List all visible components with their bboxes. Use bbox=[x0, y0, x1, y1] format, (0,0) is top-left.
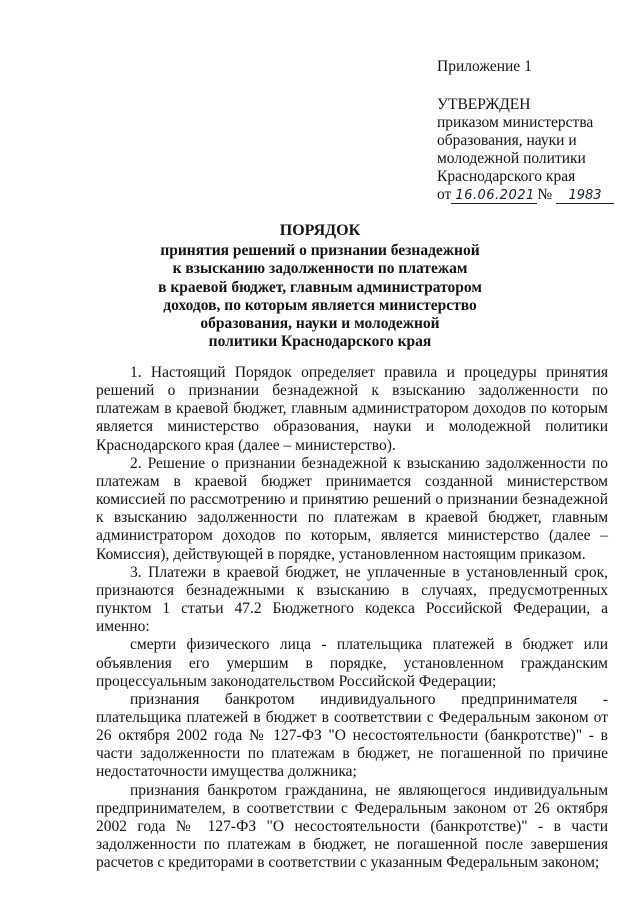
attachment-label: Приложение 1 bbox=[437, 58, 532, 75]
title-heading: ПОРЯДОК bbox=[279, 222, 361, 239]
paragraph: признания банкротом гражданина, не являющегося индивидуальным предпринимателем, в соответствии с Федеральным законом от 26 октября 2002 года № 127-ФЗ "О несостоятельности (банкротстве)" - в части задолженности по платежам в бюджет, не погашенной после завершения расчетов с кредиторами в соответствии с указанным Федеральным законом; bbox=[96, 781, 608, 872]
title-line: образования, науки и молодежной bbox=[200, 315, 440, 333]
paragraph: 1. Настоящий Порядок определяет правила и процедуры принятия решений о признании безнадежной к взысканию задолженности по платежам в краевой бюджет, главным администратором доходов по которым является министерство образования, науки и молодежной политики Краснодарского края (далее – министерство). bbox=[96, 364, 608, 454]
paragraph: признания банкротом индивидуального предпринимателя - плательщика платежей в бюджет в соответствии с Федеральным законом от 26 октября 2002 года № 127-ФЗ "О несостоятельности (банкротстве)" - в части задолженности по платежам в бюджет, не погашенной по причине недостаточности имущества должника; bbox=[96, 690, 608, 781]
document-body bbox=[96, 364, 608, 872]
approval-line: образования, науки и bbox=[437, 132, 577, 149]
approved-label: УТВЕРЖДЕН bbox=[437, 96, 531, 113]
approval-block bbox=[437, 58, 627, 204]
from-label: от bbox=[437, 186, 452, 203]
title-line: политики Краснодарского края bbox=[208, 333, 432, 351]
number-label: № bbox=[537, 186, 553, 203]
document-title bbox=[100, 222, 540, 351]
approval-line: приказом министерства bbox=[437, 114, 594, 131]
paragraph: смерти физического лица - плательщика платежей в бюджет или объявления его умершим в порядке, установленном гражданским процессуальным законодательством Российской Федерации; bbox=[96, 636, 608, 690]
title-line: доходов, по которым является министерство bbox=[163, 296, 477, 314]
approval-line: Краснодарского края bbox=[437, 168, 576, 185]
paragraph: 2. Решение о признании безнадежной к взысканию задолженности по платежам в краевой бюджет принимается созданной министерством комиссией по рассмотрению и принятию решений о признании безнадежной к взысканию задолженности по платежам в краевой бюджет, главным администратором доходов по которым, является министерство (далее – Комиссия), действующей в порядке, установленном настоящим приказом. bbox=[96, 454, 608, 563]
order-number: 1983 bbox=[556, 188, 614, 204]
order-date: 16.06.2021 bbox=[451, 188, 537, 204]
approval-line: молодежной политики bbox=[437, 150, 586, 167]
title-line: к взысканию задолженности по платежам bbox=[172, 260, 468, 278]
title-line: принятия решений о признании безнадежной bbox=[160, 242, 480, 260]
paragraph: 3. Платежи в краевой бюджет, не уплаченные в установленный срок, признаются безнадежными к взысканию в случаях, предусмотренных пунктом 1 статьи 47.2 Бюджетного кодекса Российской Федерации, а именно: bbox=[96, 563, 608, 636]
title-line: в краевой бюджет, главным администратором bbox=[158, 278, 482, 296]
order-date-number bbox=[437, 186, 627, 204]
